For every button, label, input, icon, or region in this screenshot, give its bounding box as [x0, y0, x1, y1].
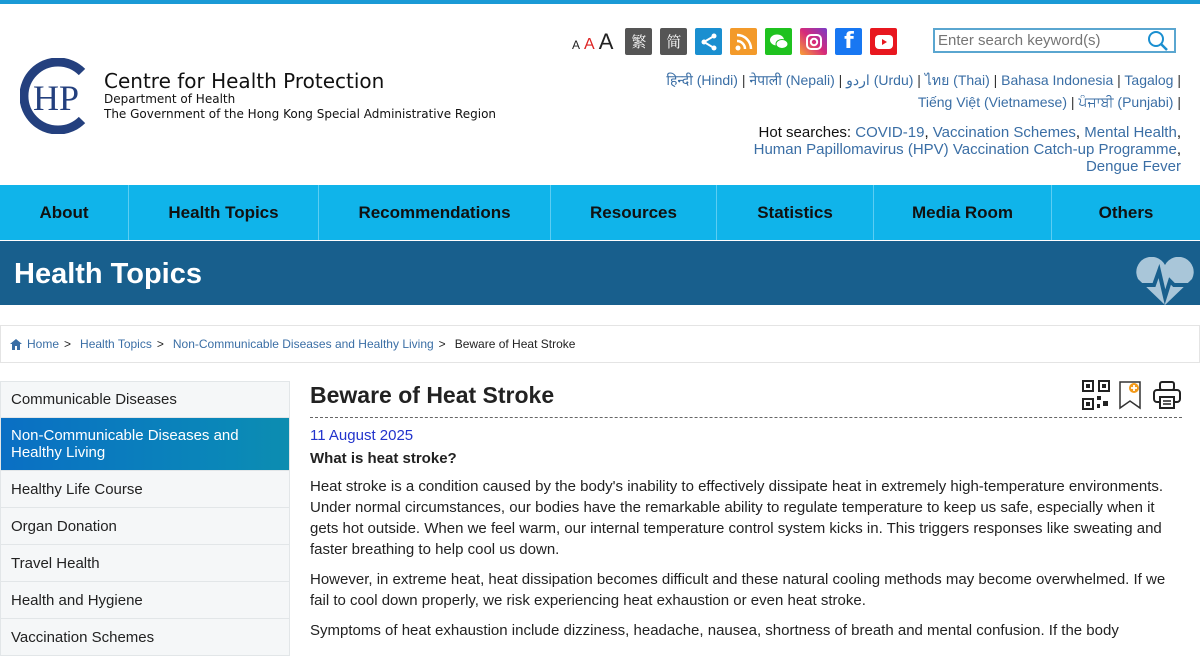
traditional-chinese-button[interactable]: 繁 [625, 28, 652, 55]
nav-others[interactable]: Others [1098, 202, 1154, 222]
lang-tagalog[interactable]: Tagalog [1124, 72, 1174, 88]
article-paragraph: However, in extreme heat, heat dissipation becomes difficult and these natural cooling methods may become overwhelmed. If we fail to cool down properly, we risk experiencing heat exhaustion or even heat stroke. [310, 571, 1166, 609]
search-box [933, 28, 1176, 53]
hot-search-link[interactable]: Human Papillomavirus (HPV) Vaccination Catch-up Programme [753, 141, 1177, 158]
sidebar-item-ncd[interactable]: Non-Communicable Diseases and Healthy Living [0, 418, 290, 471]
article [310, 378, 1182, 641]
lang-vietnamese[interactable]: Tiếng Việt (Vietnamese) [917, 94, 1067, 110]
breadcrumb-current: Beware of Heat Stroke [454, 337, 576, 351]
youtube-icon[interactable] [870, 28, 897, 55]
hot-search-link[interactable]: Dengue Fever [1085, 158, 1181, 175]
hot-search-link[interactable]: COVID-19 [855, 124, 925, 141]
site-name: Centre for Health Protection [104, 69, 385, 93]
nav-recommendations[interactable]: Recommendations [319, 185, 551, 240]
breadcrumb-ncd[interactable]: Non-Communicable Diseases and Healthy Living [172, 337, 434, 351]
search-input[interactable] [935, 32, 1146, 49]
nav-health-topics[interactable]: Health Topics [129, 185, 319, 240]
lang-hindi[interactable]: हिन्दी (Hindi) [666, 72, 738, 88]
heart-pulse-icon [1130, 257, 1200, 305]
department-name: Department of Health [104, 92, 236, 106]
sidebar-item-vaccination[interactable]: Vaccination Schemes [0, 619, 290, 656]
site-logo[interactable] [20, 58, 496, 134]
nav-media-room[interactable]: Media Room [874, 185, 1052, 240]
instagram-icon[interactable] [800, 28, 827, 55]
lang-indonesian[interactable]: Bahasa Indonesia [1001, 72, 1114, 88]
chp-logo-icon [20, 58, 96, 134]
lang-punjabi[interactable]: ਪੰਜਾਬੀ (Punjabi) [1078, 94, 1174, 110]
sidebar-item-communicable-diseases[interactable]: Communicable Diseases [0, 381, 290, 418]
lang-thai[interactable]: ไทย (Thai) [924, 72, 990, 88]
sidebar-item-travel-health[interactable]: Travel Health [0, 545, 290, 582]
simplified-chinese-button[interactable]: 简 [660, 28, 687, 55]
rss-icon[interactable] [730, 28, 757, 55]
nav-about[interactable]: About [0, 185, 129, 240]
sidebar [0, 381, 290, 656]
sidebar-item-healthy-life-course[interactable]: Healthy Life Course [0, 471, 290, 508]
facebook-icon[interactable]: f [835, 28, 862, 55]
home-icon [10, 339, 22, 350]
search-icon[interactable] [1146, 29, 1170, 53]
article-paragraph: Symptoms of heat exhaustion include dizziness, headache, nausea, shortness of breath and mental confusion. If the body [310, 622, 1119, 639]
top-stripe [0, 0, 1200, 4]
breadcrumb-home[interactable]: Home [27, 337, 60, 351]
hot-search-link[interactable]: Mental Health [1084, 124, 1177, 141]
font-size-small[interactable]: A [572, 37, 581, 52]
main-nav [0, 185, 1200, 240]
government-name: The Government of the Hong Kong Special Administrative Region [104, 107, 497, 121]
article-paragraph: Heat stroke is a condition caused by the body's inability to effectively dissipate heat in extremely high-temperature environments. Under normal circumstances, our bodies have the remarkable ability to regulate temperature to keep us safe, especially when it gets hot outside. When we feel warm, our internal temperature control system kicks in. This triggers responses like sweating and faster breathing to help cool us down. [310, 478, 1164, 558]
wechat-icon[interactable] [765, 28, 792, 55]
sidebar-item-health-hygiene[interactable]: Health and Hygiene [0, 582, 290, 619]
font-size-large[interactable]: A [598, 28, 614, 54]
svg-text:HP: HP [33, 78, 80, 118]
breadcrumb: Home > Health Topics > Non-Communicable Diseases and Healthy Living > Beware of Heat Stroke [0, 325, 1200, 363]
language-links: हिन्दी (Hindi) | नेपाली (Nepali) | اردو (Urdu) | ไทย (Thai) | Bahasa Indonesia | Tagalog | Tiếng Việt (Vietnamese) | ਪੰਜਾਬੀ (Punjabi) | [666, 72, 1181, 110]
nav-resources[interactable]: Resources [551, 185, 717, 240]
share-icon[interactable] [695, 28, 722, 55]
lang-nepali[interactable]: नेपाली (Nepali) [749, 72, 835, 88]
page-title: Beware of Heat Stroke [310, 378, 1182, 418]
lang-urdu[interactable]: اردو (Urdu) [846, 72, 914, 88]
font-size-medium[interactable]: A [584, 35, 595, 53]
article-subheading: What is heat stroke? [310, 450, 457, 467]
article-date: 11 August 2025 [310, 427, 414, 444]
hot-searches-label: Hot searches: [758, 124, 852, 141]
sidebar-item-organ-donation[interactable]: Organ Donation [0, 508, 290, 545]
breadcrumb-health-topics[interactable]: Health Topics [80, 337, 152, 351]
banner-title: Health Topics [14, 258, 202, 290]
hot-search-link[interactable]: Vaccination Schemes [932, 124, 1076, 141]
nav-statistics[interactable]: Statistics [717, 185, 874, 240]
section-banner [0, 241, 1200, 305]
hot-searches: Hot searches: COVID-19, Vaccination Schemes, Mental Health, Human Papillomavirus (HPV) Vaccination Catch-up Programme, Dengue Fever [753, 124, 1181, 175]
